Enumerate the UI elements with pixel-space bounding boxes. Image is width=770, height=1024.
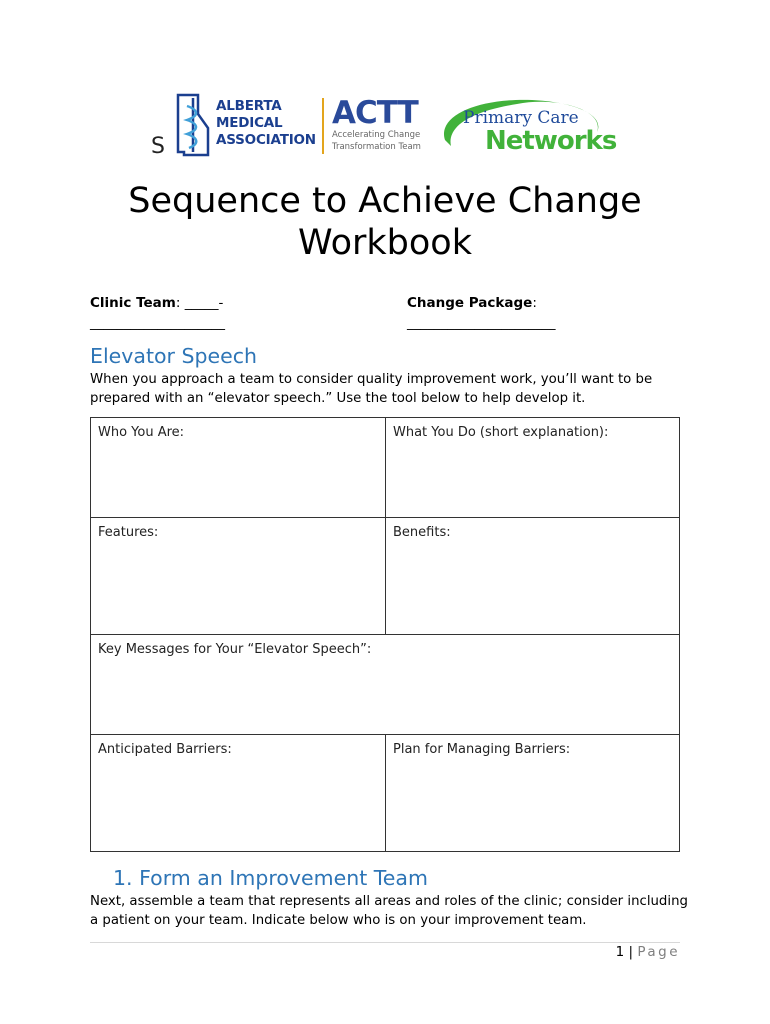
ama-line: ASSOCIATION	[216, 132, 316, 148]
features-cell[interactable]	[91, 518, 386, 635]
ama-line: MEDICAL	[216, 115, 283, 131]
form-team-heading	[113, 866, 428, 890]
change-package-field	[407, 293, 556, 333]
ama-logo	[172, 92, 322, 158]
stray-letter: S	[151, 134, 165, 159]
cell-label: Who You Are:	[98, 425, 185, 440]
cell-label: Features:	[98, 525, 159, 540]
cell-label: What You Do (short explanation):	[393, 425, 609, 440]
cell-label: Anticipated Barriers:	[98, 742, 232, 757]
page-word: Page	[637, 944, 680, 960]
actt-subtitle-2: Transformation Team	[332, 142, 421, 152]
plan-barriers-cell[interactable]	[386, 735, 680, 852]
what-you-do-cell[interactable]	[386, 418, 680, 518]
change-package-line: ______________________	[407, 315, 556, 331]
benefits-cell[interactable]	[386, 518, 680, 635]
page-footer	[616, 944, 680, 960]
clinic-team-label: Clinic Team	[90, 295, 176, 311]
ama-wordmark	[216, 98, 316, 149]
change-package-colon: :	[532, 295, 537, 311]
pcn-primary-care: Primary Care	[463, 108, 579, 128]
title-line: Sequence to Achieve Change	[128, 181, 642, 221]
ama-line: ALBERTA	[216, 98, 282, 114]
pcn-networks: Networks	[485, 126, 617, 156]
page-number: 1	[615, 944, 625, 960]
section-title: Form an Improvement Team	[139, 866, 428, 890]
clinic-team-line: ____________________	[90, 315, 225, 331]
actt-subtitle-1: Accelerating Change	[332, 130, 421, 140]
elevator-speech-intro: When you approach a team to consider quality improvement work, you’ll want to be prepared with an “elevator speech.” Use the tool below to help develop it.	[90, 372, 653, 406]
clinic-team-field	[90, 293, 225, 333]
document-title	[0, 180, 770, 264]
elevator-speech-heading: Elevator Speech	[90, 344, 257, 368]
elevator-speech-table	[90, 417, 680, 852]
cell-label: Plan for Managing Barriers:	[393, 742, 571, 757]
clinic-team-blank: : _____-	[175, 295, 224, 311]
cell-label: Key Messages for Your “Elevator Speech”:	[98, 642, 372, 657]
cell-label: Benefits:	[393, 525, 451, 540]
anticipated-barriers-cell[interactable]	[91, 735, 386, 852]
section-number: 1.	[113, 866, 133, 890]
who-you-are-cell[interactable]	[91, 418, 386, 518]
logo-divider	[322, 98, 324, 154]
change-package-label: Change Package	[407, 295, 533, 311]
actt-logo	[332, 95, 421, 152]
ama-emblem-icon	[172, 92, 212, 158]
form-team-intro: Next, assemble a team that represents all areas and roles of the clinic; consider including a patient on your team. Indicate below who is on your improvement team.	[90, 894, 688, 928]
key-messages-cell[interactable]	[91, 635, 680, 735]
footer-divider	[90, 942, 680, 943]
title-line: Workbook	[298, 223, 472, 263]
footer-separator: |	[628, 944, 634, 960]
actt-mark: ACTT	[332, 95, 418, 131]
